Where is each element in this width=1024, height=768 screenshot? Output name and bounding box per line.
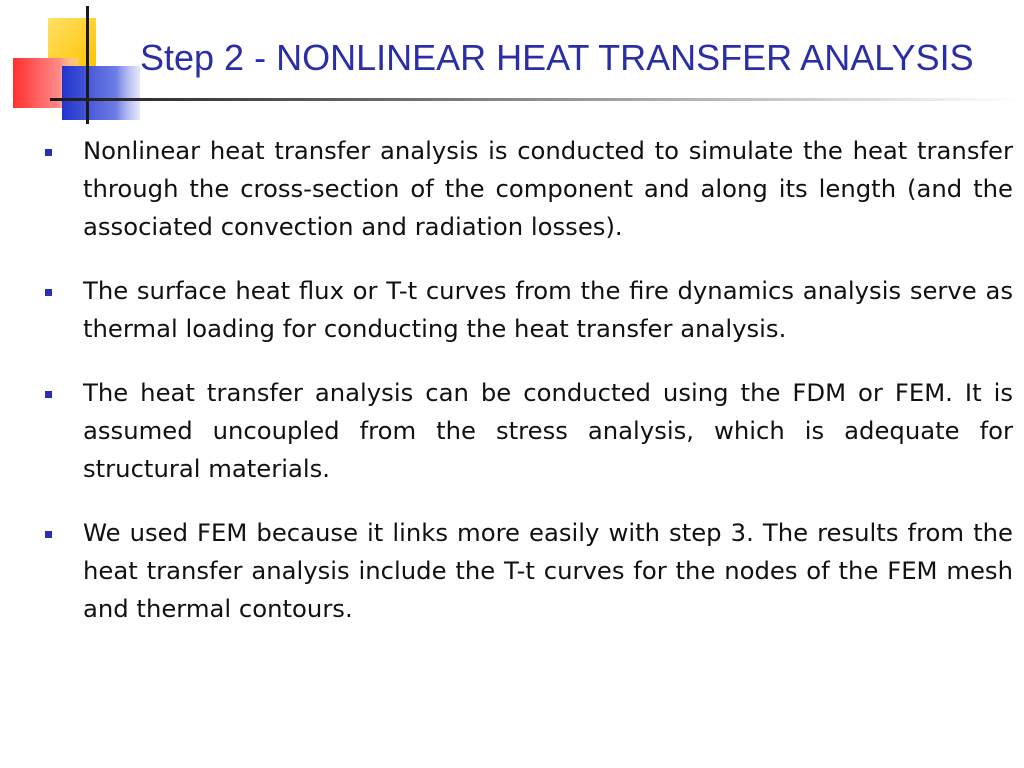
- bullet-square-icon: [45, 391, 52, 398]
- bullet-square-icon: [45, 289, 52, 296]
- bullet-square-icon: [45, 531, 52, 538]
- title-underline: [50, 98, 1024, 101]
- bullet-text: We used FEM because it links more easily with step 3. The results from the heat transfer analysis include the T-t curves for the nodes of the FEM mesh and thermal contours.: [83, 518, 1013, 623]
- logo-vertical-line: [86, 6, 89, 124]
- bullet-text: The surface heat flux or T-t curves from the fire dynamics analysis serve as thermal loading for conducting the heat transfer analysis.: [83, 276, 1013, 343]
- bullet-text: Nonlinear heat transfer analysis is conducted to simulate the heat transfer through the cross-section of the component and along its length (and the associated convection and radiation losses).: [83, 136, 1013, 241]
- slide-logo: [0, 0, 140, 130]
- bullet-text: The heat transfer analysis can be conducted using the FDM or FEM. It is assumed uncoupled from the stress analysis, which is adequate for structural materials.: [83, 378, 1013, 483]
- slide-title: Step 2 - NONLINEAR HEAT TRANSFER ANALYSIS: [140, 37, 974, 78]
- bullet-square-icon: [45, 149, 52, 156]
- logo-blue-square: [62, 66, 140, 120]
